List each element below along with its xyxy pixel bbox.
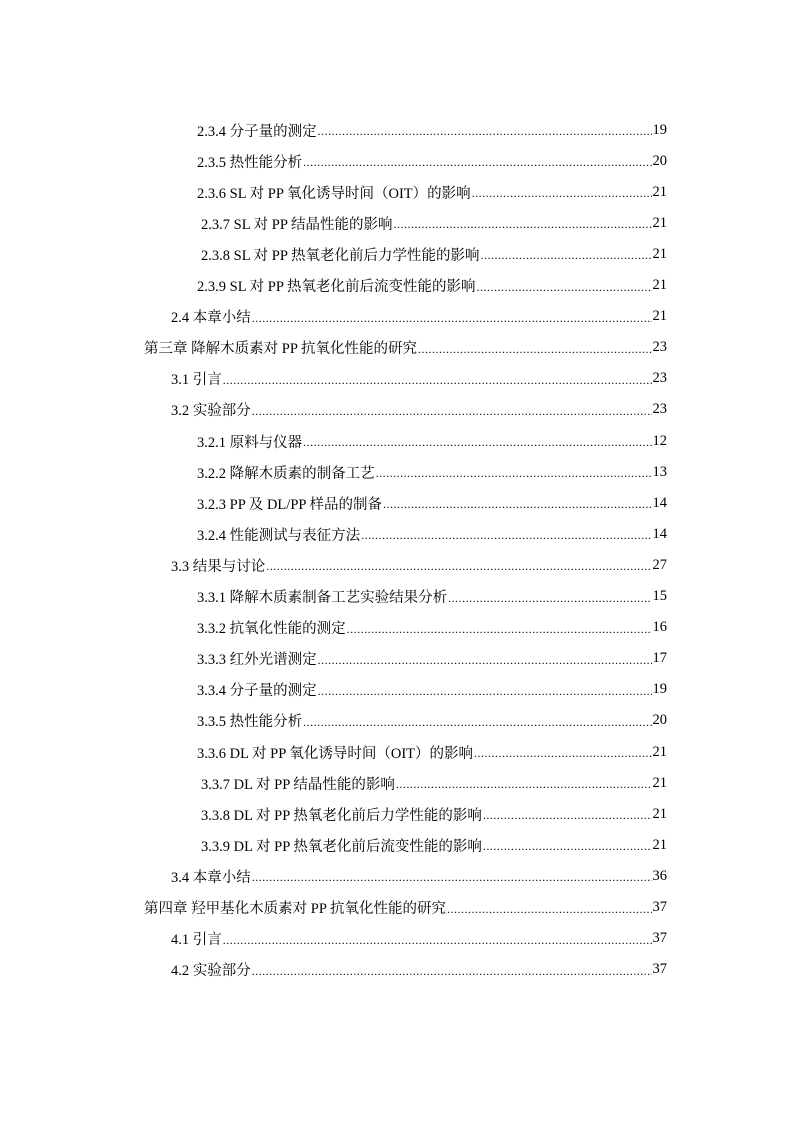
toc-leader-dots bbox=[223, 924, 652, 954]
toc-entry-page-number: 21 bbox=[652, 308, 667, 325]
toc-entry-page-number: 14 bbox=[652, 525, 667, 542]
toc-entry[interactable] bbox=[197, 706, 667, 736]
toc-leader-dots bbox=[418, 333, 652, 363]
toc-entry-page-number: 12 bbox=[652, 432, 667, 449]
toc-entry[interactable] bbox=[197, 488, 667, 518]
toc-entry[interactable] bbox=[201, 208, 667, 238]
toc-entry-title: 3.2.3 PP 及 DL/PP 样品的制备 bbox=[197, 496, 383, 513]
toc-entry[interactable] bbox=[197, 146, 667, 176]
toc-leader-dots bbox=[361, 519, 651, 549]
toc-leader-dots bbox=[252, 861, 652, 891]
toc-entry-page-number: 15 bbox=[652, 588, 667, 604]
toc-leader-dots bbox=[376, 457, 652, 487]
toc-entry-page-number: 23 bbox=[652, 370, 667, 387]
toc-leader-dots bbox=[383, 488, 651, 518]
toc-entry[interactable] bbox=[197, 519, 667, 549]
toc-entry[interactable] bbox=[197, 582, 667, 612]
toc-entry-page-number: 21 bbox=[652, 214, 667, 231]
toc-leader-dots bbox=[347, 613, 652, 643]
toc-entry[interactable] bbox=[197, 675, 667, 705]
toc-entry-title: 2.3.5 热性能分析 bbox=[197, 154, 303, 171]
toc-entry-title: 3.3.4 分子量的测定 bbox=[197, 683, 317, 700]
toc-entry[interactable] bbox=[197, 426, 667, 456]
toc-entry-title: 3.2.2 降解木质素的制备工艺 bbox=[197, 465, 375, 482]
toc-entry[interactable] bbox=[171, 550, 667, 580]
toc-entry-page-number: 20 bbox=[652, 712, 667, 729]
toc-entry[interactable] bbox=[171, 861, 667, 891]
toc-entry-page-number: 37 bbox=[652, 961, 667, 978]
toc-entry[interactable] bbox=[197, 457, 667, 487]
toc-entry-title: 2.3.9 SL 对 PP 热氧老化前后流变性能的影响 bbox=[197, 279, 476, 295]
toc-entry[interactable] bbox=[197, 644, 667, 674]
toc-entry-title: 4.2 实验部分 bbox=[171, 963, 251, 980]
toc-entry[interactable] bbox=[201, 830, 667, 860]
toc-entry-title: 3.3.2 抗氧化性能的测定 bbox=[197, 621, 346, 638]
toc-entry-title: 3.3.8 DL 对 PP 热氧老化前后力学性能的影响 bbox=[201, 807, 482, 824]
toc-entry-title: 2.3.8 SL 对 PP 热氧老化前后力学性能的影响 bbox=[201, 247, 480, 264]
toc-entry-page-number: 21 bbox=[652, 277, 667, 293]
toc-entry-page-number: 23 bbox=[652, 339, 667, 356]
toc-entry-title: 3.1 引言 bbox=[171, 372, 222, 389]
toc-leader-dots bbox=[303, 426, 651, 456]
toc-entry-title: 2.3.7 SL 对 PP 结晶性能的影响 bbox=[201, 216, 393, 233]
toc-entry-title: 第四章 羟甲基化木质素对 PP 抗氧化性能的研究 bbox=[144, 901, 446, 917]
toc-leader-dots bbox=[480, 239, 651, 269]
toc-entry[interactable] bbox=[171, 955, 667, 985]
toc-leader-dots bbox=[448, 582, 651, 612]
toc-entry-title: 3.2.1 原料与仪器 bbox=[197, 434, 303, 451]
toc-leader-dots bbox=[474, 737, 651, 767]
toc-leader-dots bbox=[396, 768, 652, 798]
toc-entry-page-number: 37 bbox=[652, 930, 667, 947]
toc-entry-page-number: 36 bbox=[652, 867, 667, 884]
toc-entry-page-number: 21 bbox=[652, 183, 667, 200]
toc-leader-dots bbox=[252, 395, 652, 425]
toc-leader-dots bbox=[318, 115, 652, 145]
toc-entry-title: 3.3.5 热性能分析 bbox=[197, 714, 303, 731]
toc-entry[interactable] bbox=[201, 239, 667, 269]
toc-entry[interactable] bbox=[144, 893, 667, 923]
toc-leader-dots bbox=[266, 550, 651, 580]
toc-entry-page-number: 19 bbox=[652, 681, 667, 698]
toc-entry-page-number: 23 bbox=[652, 401, 667, 418]
toc-entry-title: 3.3.9 DL 对 PP 热氧老化前后流变性能的影响 bbox=[201, 838, 482, 855]
toc-entry[interactable] bbox=[171, 924, 667, 954]
toc-leader-dots bbox=[252, 955, 652, 985]
toc-leader-dots bbox=[252, 302, 652, 332]
toc-entry-title: 2.3.6 SL 对 PP 氧化诱导时间（OIT）的影响 bbox=[197, 185, 471, 202]
toc-entry-page-number: 21 bbox=[652, 774, 667, 791]
toc-leader-dots bbox=[303, 146, 651, 176]
toc-entry-page-number: 17 bbox=[652, 650, 667, 667]
toc-entry[interactable] bbox=[197, 613, 667, 643]
toc-entry[interactable] bbox=[201, 768, 667, 798]
toc-entry[interactable] bbox=[144, 333, 667, 363]
toc-leader-dots bbox=[318, 644, 652, 674]
toc-entry-title: 3.2.4 性能测试与表征方法 bbox=[197, 527, 361, 544]
toc-entry-title: 3.3.3 红外光谱测定 bbox=[197, 652, 317, 669]
toc-leader-dots bbox=[303, 706, 651, 736]
toc-leader-dots bbox=[472, 177, 652, 207]
toc-entry[interactable] bbox=[197, 115, 667, 145]
toc-entry-page-number: 19 bbox=[652, 121, 667, 138]
toc-entry-title: 3.2 实验部分 bbox=[171, 403, 251, 420]
toc-leader-dots bbox=[223, 364, 652, 394]
toc-entry-title: 2.4 本章小结 bbox=[171, 310, 251, 327]
toc-entry-title: 4.1 引言 bbox=[171, 932, 222, 949]
toc-entry-title: 3.3.7 DL 对 PP 结晶性能的影响 bbox=[201, 776, 395, 793]
toc-entry[interactable] bbox=[171, 364, 667, 394]
toc-entry-title: 3.3.1 降解木质素制备工艺实验结果分析 bbox=[197, 590, 448, 606]
toc-entry-title: 第三章 降解木质素对 PP 抗氧化性能的研究 bbox=[144, 341, 417, 358]
toc-entry[interactable] bbox=[197, 271, 667, 301]
toc-entry[interactable] bbox=[171, 302, 667, 332]
toc-leader-dots bbox=[483, 830, 652, 860]
toc-entry-page-number: 14 bbox=[652, 494, 667, 511]
toc-entry-title: 2.3.4 分子量的测定 bbox=[197, 123, 317, 140]
toc-entry-page-number: 16 bbox=[652, 619, 667, 636]
toc-entry-page-number: 21 bbox=[652, 805, 667, 822]
toc-entry-title: 3.3.6 DL 对 PP 氧化诱导时间（OIT）的影响 bbox=[197, 745, 474, 762]
toc-entry-page-number: 21 bbox=[652, 743, 667, 760]
toc-entry-page-number: 20 bbox=[652, 152, 667, 169]
toc-leader-dots bbox=[393, 208, 651, 238]
toc-leader-dots bbox=[483, 799, 652, 829]
toc-entry-page-number: 21 bbox=[652, 836, 667, 853]
toc-entry-page-number: 21 bbox=[652, 245, 667, 262]
toc-entry-page-number: 27 bbox=[652, 556, 667, 573]
toc-entry[interactable] bbox=[197, 177, 667, 207]
toc-entry[interactable] bbox=[197, 737, 667, 767]
toc-entry-title: 3.3 结果与讨论 bbox=[171, 558, 266, 575]
toc-leader-dots bbox=[447, 893, 652, 923]
toc-leader-dots bbox=[476, 271, 651, 301]
toc-entry-page-number: 37 bbox=[652, 899, 667, 915]
toc-entry-page-number: 13 bbox=[652, 463, 667, 480]
toc-entry-title: 3.4 本章小结 bbox=[171, 869, 251, 886]
toc-leader-dots bbox=[318, 675, 652, 705]
toc-entry[interactable] bbox=[171, 395, 667, 425]
toc-entry[interactable] bbox=[201, 799, 667, 829]
